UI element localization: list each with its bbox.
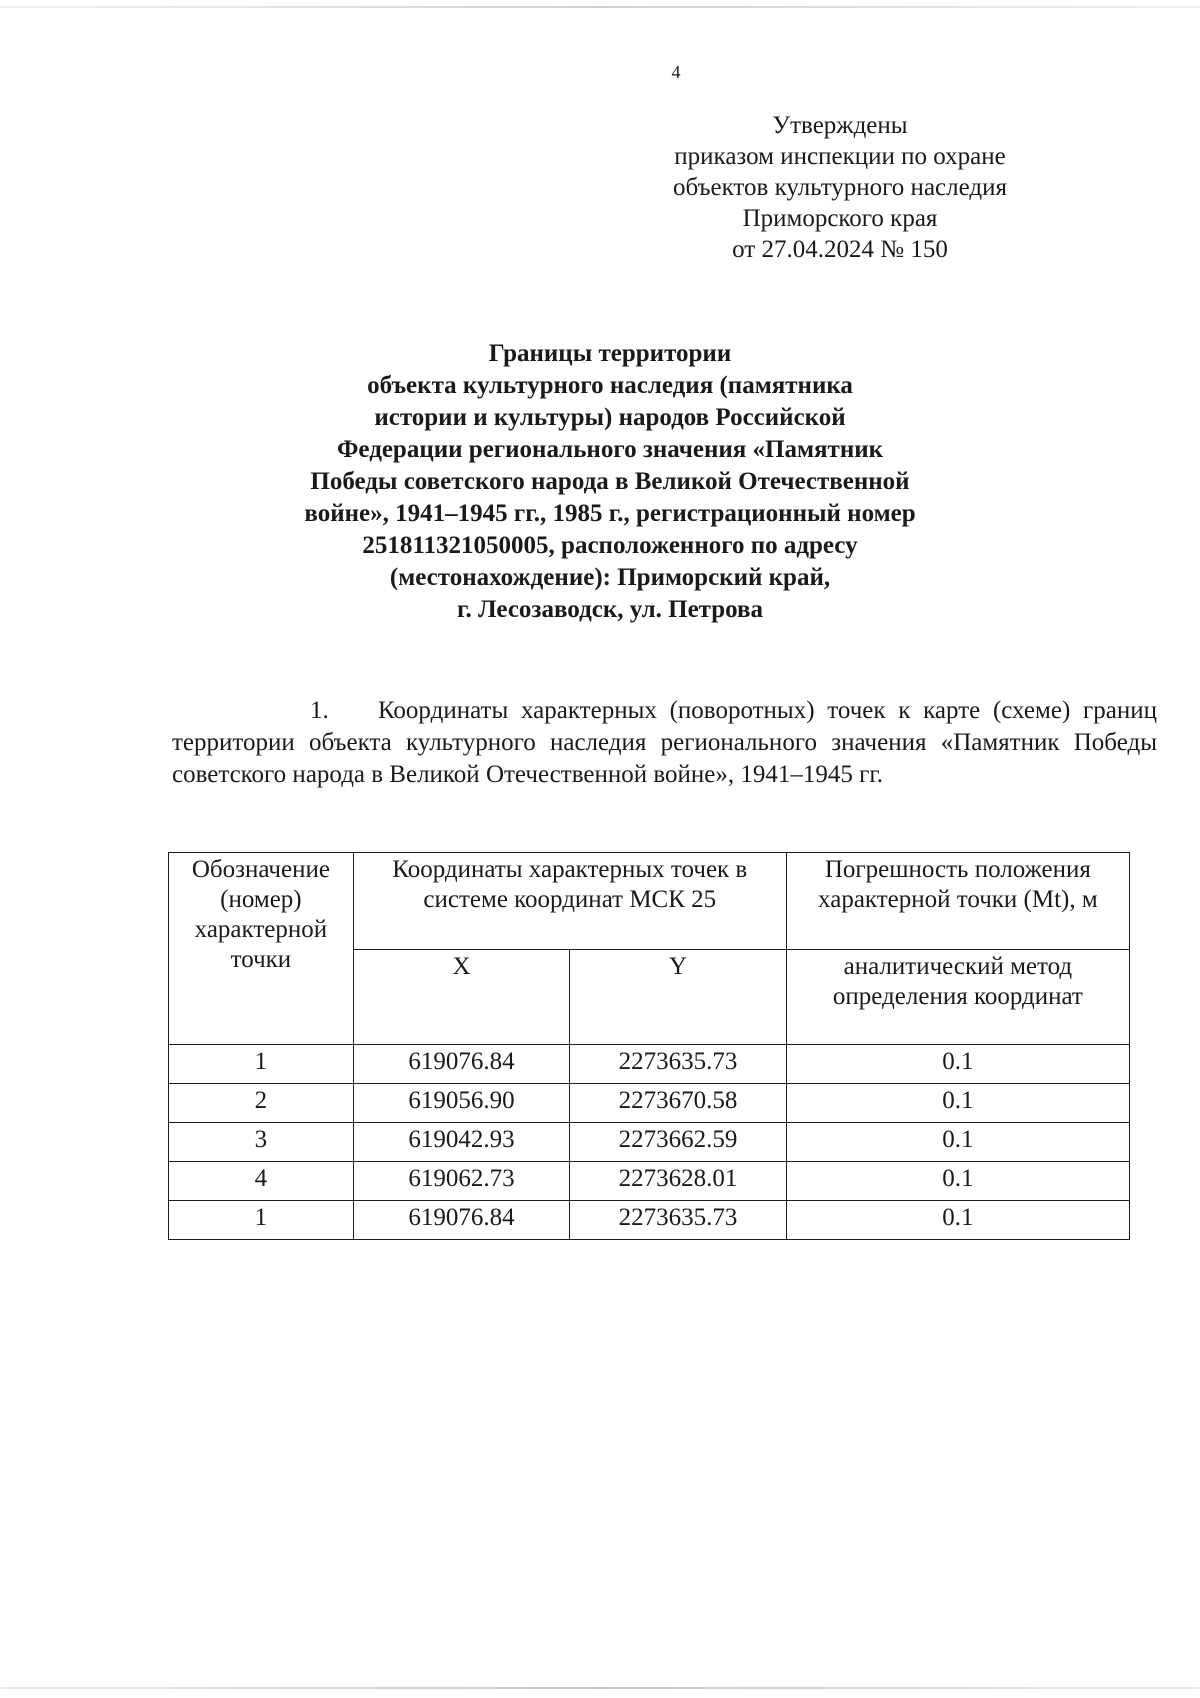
- title-line: (местонахождение): Приморский край,: [389, 564, 831, 591]
- cell-y: 2273670.58: [570, 1084, 786, 1123]
- header-y: Y: [570, 950, 786, 1045]
- cell-point: 1: [169, 1045, 354, 1084]
- title-line: 251811321050005, расположенного по адресу: [362, 532, 858, 559]
- document-title: [230, 338, 990, 626]
- header-error: Погрешность положения характерной точки (Mt), м: [786, 853, 1129, 950]
- cell-error: 0.1: [786, 1084, 1129, 1123]
- approval-line: от 27.04.2024 № 150: [732, 236, 948, 263]
- cell-x: 619076.84: [353, 1201, 569, 1240]
- table-row: [169, 1084, 1130, 1123]
- cell-x: 619062.73: [353, 1162, 569, 1201]
- scan-edge-bottom: [0, 1687, 1200, 1689]
- approval-line: приказом инспекции по охране: [674, 143, 1006, 170]
- cell-y: 2273662.59: [570, 1123, 786, 1162]
- paragraph-text: Координаты характерных (поворотных) точек к карте (схеме) границ территории объекта культурного наследия регионального значения «Памятник Победы советского народа в Великой Отечественной войне», 1941–1945 гг.: [172, 697, 1157, 788]
- approval-line: объектов культурного наследия: [673, 174, 1007, 201]
- table-row: [169, 1045, 1130, 1084]
- cell-error: 0.1: [786, 1123, 1129, 1162]
- title-line: Границы территории: [488, 340, 732, 367]
- cell-point: 1: [169, 1201, 354, 1240]
- cell-point: 2: [169, 1084, 354, 1123]
- paragraph-1: [172, 695, 1157, 791]
- header-point: Обозначение (номер) характерной точки: [169, 853, 354, 1045]
- approval-stamp: [660, 110, 1020, 265]
- cell-y: 2273635.73: [570, 1045, 786, 1084]
- cell-y: 2273635.73: [570, 1201, 786, 1240]
- table-row: [169, 1162, 1130, 1201]
- header-method: аналитический метод определения координат: [786, 950, 1129, 1045]
- coordinates-table: [168, 852, 1130, 1240]
- header-coords: Координаты характерных точек в системе координат МСК 25: [353, 853, 786, 950]
- cell-point: 3: [169, 1123, 354, 1162]
- title-line: г. Лесозаводск, ул. Петрова: [456, 596, 764, 623]
- title-line: Победы советского народа в Великой Отечественной: [310, 468, 910, 495]
- approval-line: Приморского края: [742, 205, 938, 232]
- scan-edge-top: [0, 6, 1200, 8]
- cell-error: 0.1: [786, 1045, 1129, 1084]
- approval-line: Утверждены: [772, 112, 908, 139]
- cell-x: 619076.84: [353, 1045, 569, 1084]
- cell-error: 0.1: [786, 1162, 1129, 1201]
- title-line: истории и культуры) народов Российской: [374, 404, 846, 431]
- table-row: [169, 1201, 1130, 1240]
- page-number: 4: [671, 62, 681, 82]
- table-row: [169, 1123, 1130, 1162]
- title-line: Федерации регионального значения «Памятник: [336, 436, 884, 463]
- cell-error: 0.1: [786, 1201, 1129, 1240]
- title-line: объекта культурного наследия (памятника: [367, 372, 853, 399]
- cell-x: 619056.90: [353, 1084, 569, 1123]
- title-line: войне», 1941–1945 гг., 1985 г., регистрационный номер: [304, 500, 916, 527]
- cell-y: 2273628.01: [570, 1162, 786, 1201]
- paragraph-number: 1.: [310, 697, 329, 724]
- header-x: X: [353, 950, 569, 1045]
- cell-x: 619042.93: [353, 1123, 569, 1162]
- cell-point: 4: [169, 1162, 354, 1201]
